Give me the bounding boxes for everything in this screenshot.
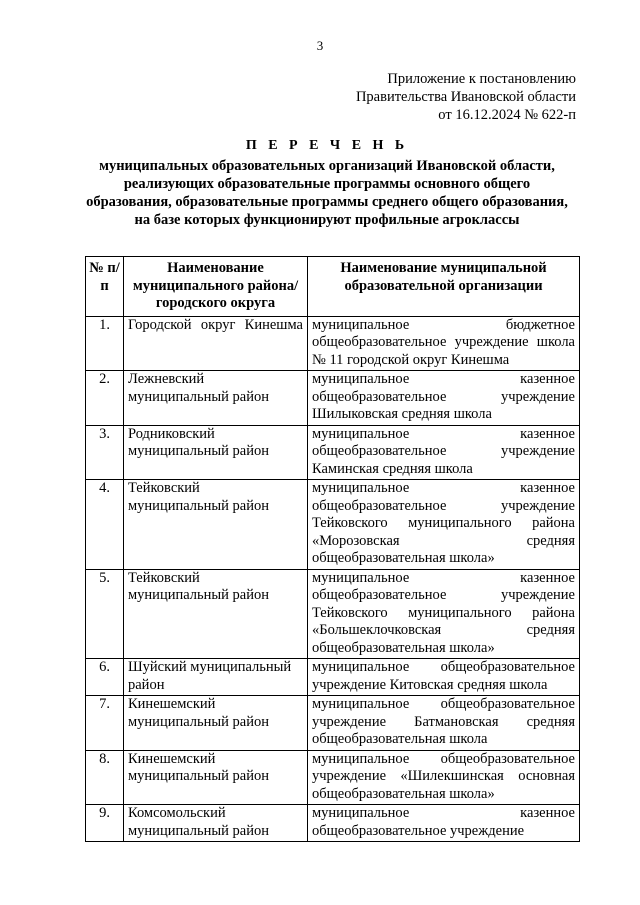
- row-organization: муниципальное общеобразовательное учреждение «Шилекшинская основная общеобразовательная школа»: [308, 750, 580, 805]
- row-district: Тейковский муниципальный район: [124, 569, 308, 659]
- appendix-line-1: Приложение к постановлению: [387, 71, 576, 87]
- header-org: Наименование муниципальной образовательной организации: [308, 257, 580, 317]
- row-organization: муниципальное казенное общеобразовательное учреждение Тейковского муниципального района «Большеклочковская средняя общеобразовательная школа»: [308, 569, 580, 659]
- table-row: [86, 750, 580, 805]
- table-row: [86, 316, 580, 371]
- row-number: 3.: [86, 425, 124, 480]
- row-district: Городской округ Кинешма: [124, 316, 308, 371]
- row-number: 5.: [86, 569, 124, 659]
- table-row: [86, 569, 580, 659]
- row-organization: муниципальное казенное общеобразовательное учреждение Шилыковская средняя школа: [308, 371, 580, 426]
- row-district: Шуйский муниципальный район: [124, 659, 308, 696]
- row-organization: муниципальное казенное общеобразовательное учреждение Тейковского муниципального района «Морозовская средняя общеобразовательная школа»: [308, 480, 580, 570]
- title-subtitle: муниципальных образовательных организаций Ивановской области, реализующих образовательные программы основного общего образования, образовательные программы среднего общего образования, на базе которых функционируют профильные агроклассы: [86, 158, 568, 228]
- header-num: № п/п: [86, 257, 124, 317]
- row-number: 7.: [86, 696, 124, 751]
- table-row: [86, 480, 580, 570]
- appendix-line-2: Правительства Ивановской области: [355, 89, 576, 105]
- header-district: Наименование муниципального района/городского округа: [124, 257, 308, 317]
- table-row: [86, 371, 580, 426]
- row-organization: муниципальное казенное общеобразовательное учреждение: [308, 805, 580, 842]
- row-district: Комсомольский муниципальный район: [124, 805, 308, 842]
- row-organization: муниципальное бюджетное общеобразовательное учреждение школа № 11 городской округ Кинешма: [308, 316, 580, 371]
- table-row: [86, 659, 580, 696]
- page-number: 3: [316, 38, 324, 53]
- row-district: Родниковский муниципальный район: [124, 425, 308, 480]
- table-row: [86, 696, 580, 751]
- appendix-line-3: от 16.12.2024 № 622-п: [438, 107, 576, 123]
- row-district: Тейковский муниципальный район: [124, 480, 308, 570]
- title-main: П Е Р Е Ч Е Н Ь: [245, 138, 409, 153]
- row-district: Кинешемский муниципальный район: [124, 750, 308, 805]
- row-district: Лежневский муниципальный район: [124, 371, 308, 426]
- row-organization: муниципальное общеобразовательное учреждение Батмановская средняя общеобразовательная школа: [308, 696, 580, 751]
- appendix-header: [356, 70, 576, 124]
- table-row: [86, 805, 580, 842]
- organizations-table: [85, 256, 580, 842]
- row-number: 9.: [86, 805, 124, 842]
- document-title: [86, 137, 568, 229]
- row-number: 6.: [86, 659, 124, 696]
- row-organization: муниципальное казенное общеобразовательное учреждение Каминская средняя школа: [308, 425, 580, 480]
- row-number: 1.: [86, 316, 124, 371]
- row-number: 4.: [86, 480, 124, 570]
- table-row: [86, 425, 580, 480]
- row-district: Кинешемский муниципальный район: [124, 696, 308, 751]
- row-organization: муниципальное общеобразовательное учреждение Китовская средняя школа: [308, 659, 580, 696]
- table-header-row: [86, 257, 580, 317]
- row-number: 2.: [86, 371, 124, 426]
- row-number: 8.: [86, 750, 124, 805]
